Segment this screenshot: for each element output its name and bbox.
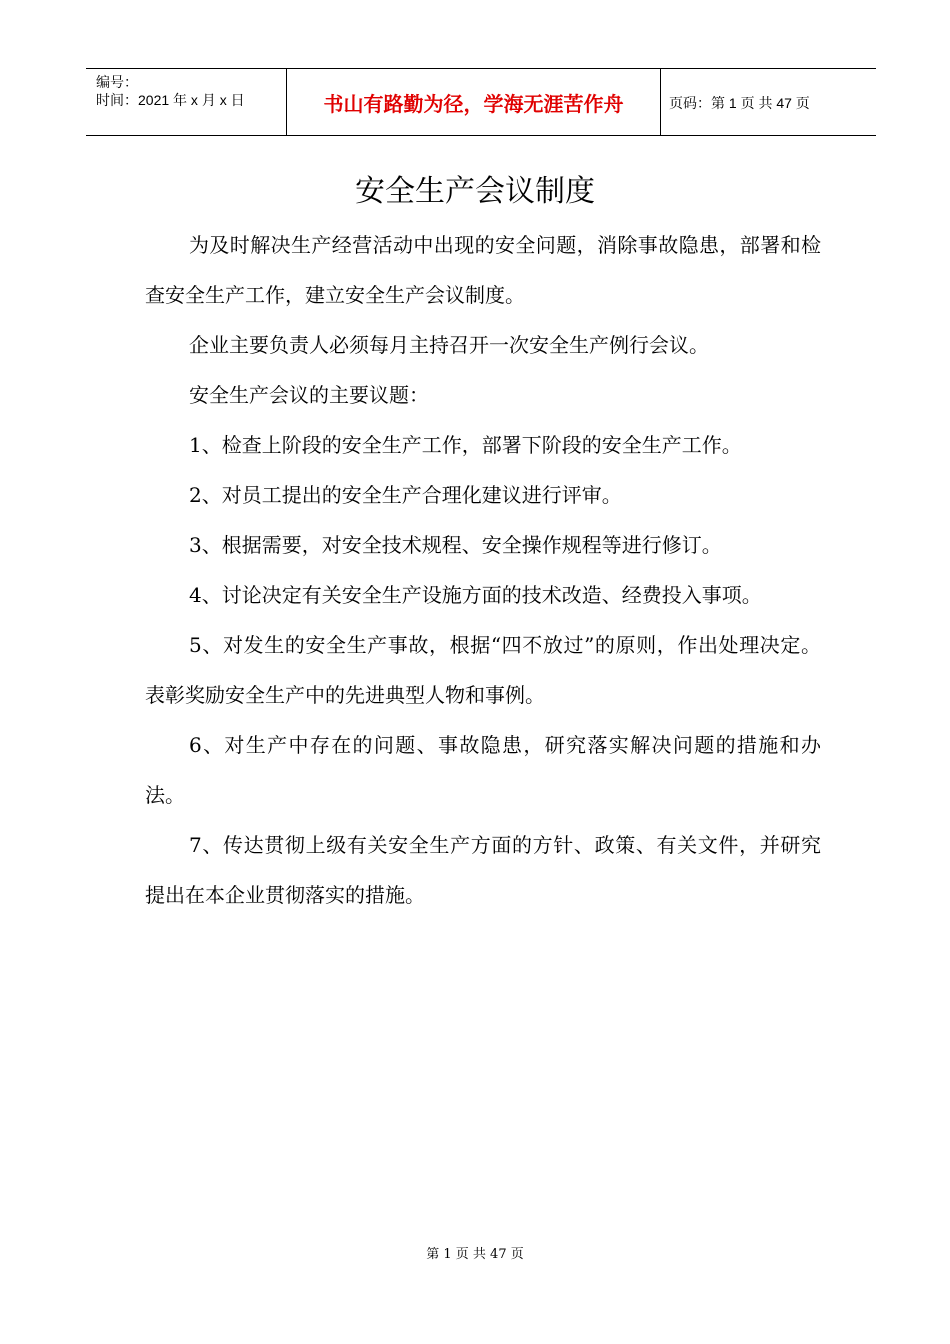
body-paragraph: 企业主要负责人必须每月主持召开一次安全生产例行会议。 xyxy=(189,333,709,357)
body-paragraph: 为及时解决生产经营活动中出现的安全问题，消除事故隐患，部署和检查安全生产工作，建立安全生产会议制度。 xyxy=(145,233,821,307)
document-time-label: 时间：2021 年 x 月 x 日 xyxy=(96,92,245,108)
document-title: 安全生产会议制度 xyxy=(355,174,595,209)
page-footer: 第 1 页 共 47 页 xyxy=(426,1247,524,1262)
header-page-cell xyxy=(661,69,876,135)
body-paragraph: 7、传达贯彻上级有关安全生产方面的方针、政策、有关文件，并研究提出在本企业贯彻落实的措施。 xyxy=(145,833,821,907)
body-paragraph: 1、检查上阶段的安全生产工作，部署下阶段的安全生产工作。 xyxy=(189,433,742,457)
body-paragraph: 4、讨论决定有关安全生产设施方面的技术改造、经费投入事项。 xyxy=(189,583,762,607)
header-meta-cell xyxy=(86,69,287,135)
body-paragraph: 2、对员工提出的安全生产合理化建议进行评审。 xyxy=(189,483,622,507)
document-header xyxy=(86,68,876,136)
body-paragraph: 6、对生产中存在的问题、事故隐患，研究落实解决问题的措施和办法。 xyxy=(145,733,821,807)
header-motto: 书山有路勤为径，学海无涯苦作舟 xyxy=(323,92,624,116)
body-paragraph: 安全生产会议的主要议题： xyxy=(189,383,429,407)
document-number-label: 编号： xyxy=(96,74,138,90)
header-page-number: 页码：第 1 页 共 47 页 xyxy=(669,95,810,111)
body-paragraph: 5、对发生的安全生产事故，根据“四不放过”的原则，作出处理决定。表彰奖励安全生产中的先进典型人物和事例。 xyxy=(145,633,821,707)
body-paragraph: 3、根据需要，对安全技术规程、安全操作规程等进行修订。 xyxy=(189,533,722,557)
header-motto-cell xyxy=(287,69,661,135)
